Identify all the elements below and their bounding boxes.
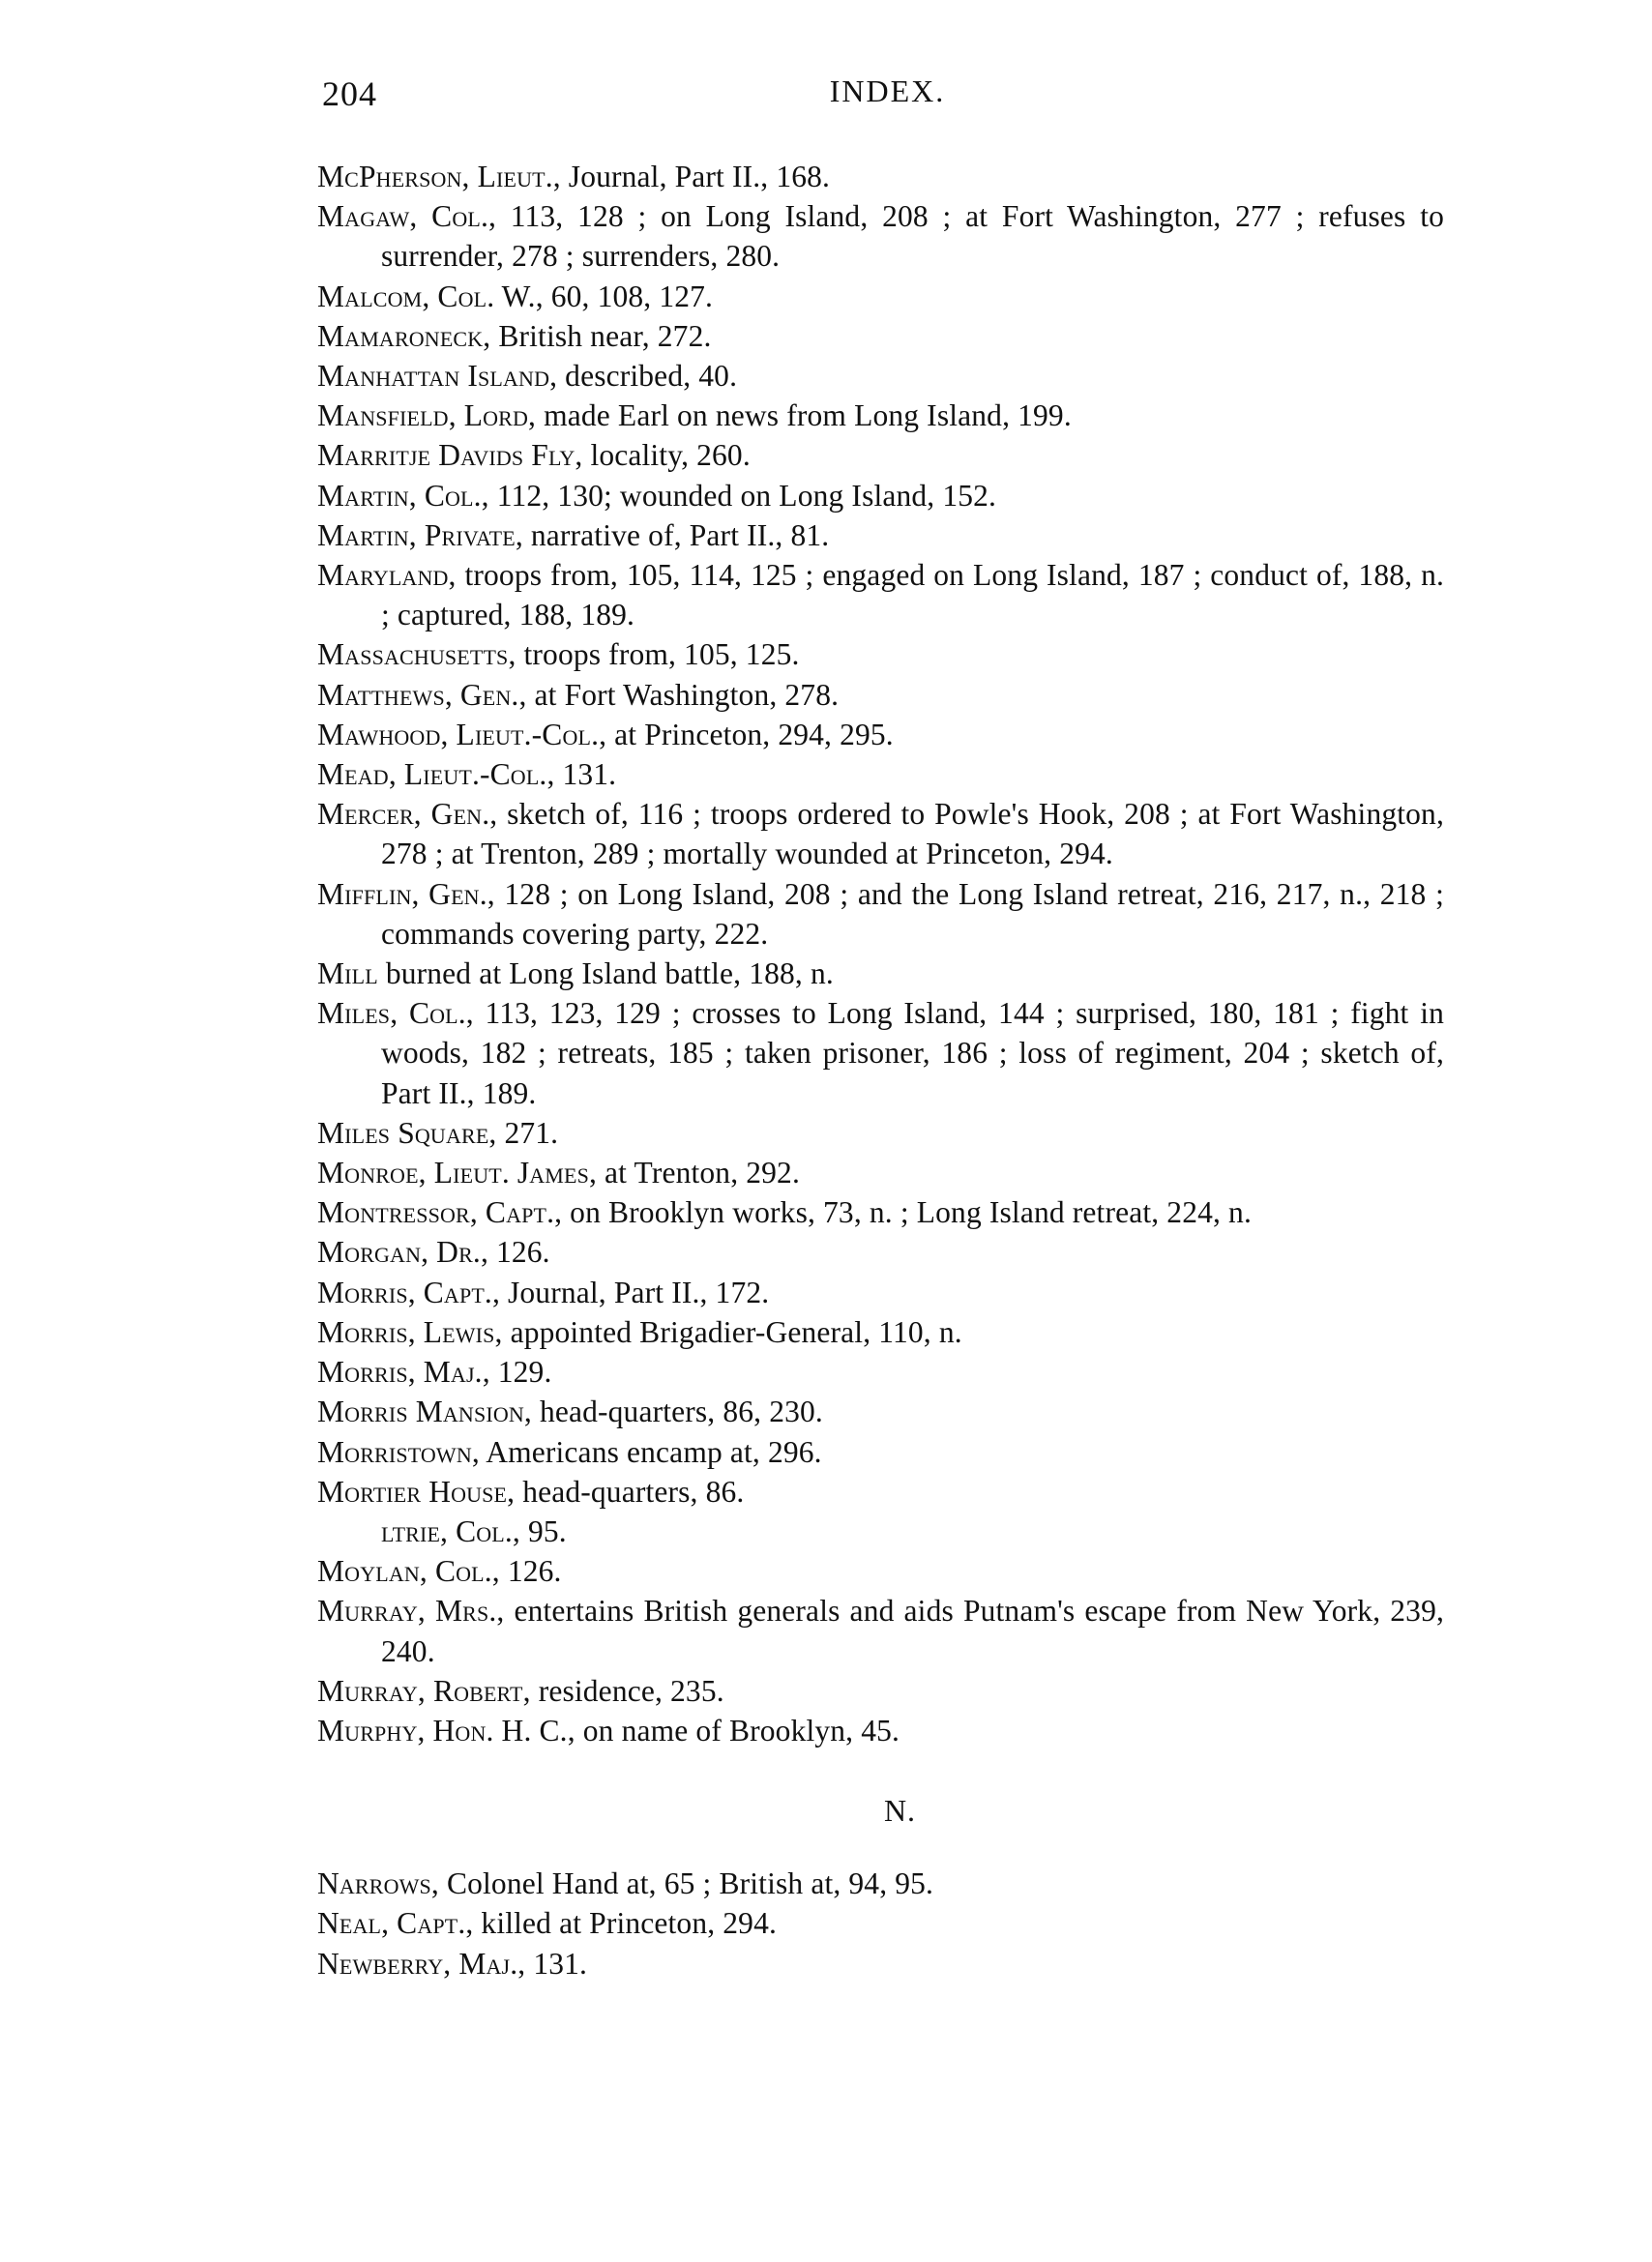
index-entry xyxy=(317,396,1444,435)
index-entry xyxy=(317,715,1444,754)
index-entry xyxy=(317,157,1444,196)
entry-name: Magaw, Col. xyxy=(317,199,488,234)
index-entry xyxy=(317,874,1444,954)
index-entry xyxy=(317,794,1444,873)
entry-text: , made Earl on news from Long Island, 199. xyxy=(528,398,1072,433)
entry-name: Morris, Maj. xyxy=(317,1355,483,1390)
entry-name: Morristown xyxy=(317,1434,472,1469)
index-section-n xyxy=(317,1864,1444,1983)
index-entry xyxy=(317,754,1444,794)
entry-text: , appointed Brigadier-General, 110, n. xyxy=(494,1314,962,1349)
entry-text: , troops from, 105, 114, 125 ; engaged on Long Island, 187 ; conduct of, 188, n. ; captured, 188, 189. xyxy=(381,558,1444,632)
index-entry xyxy=(317,1512,1444,1551)
entry-name: Montressor, Capt. xyxy=(317,1195,555,1230)
index-entry xyxy=(317,1864,1444,1903)
entry-name: Martin, Col. xyxy=(317,478,482,513)
entry-text: , 126. xyxy=(480,1235,550,1270)
index-entry xyxy=(317,476,1444,515)
entry-name: Newberry, Maj. xyxy=(317,1946,518,1981)
index-entry xyxy=(317,1192,1444,1232)
entry-text: , British near, 272. xyxy=(483,318,712,353)
index-entry xyxy=(317,1472,1444,1512)
page-number: 204 xyxy=(322,74,377,113)
entry-text: , 113, 128 ; on Long Island, 208 ; at Fort Washington, 277 ; refuses to surrender, 278 ; surrenders, 280. xyxy=(381,199,1444,274)
entry-name: Morgan, Dr. xyxy=(317,1235,481,1270)
index-section-m xyxy=(317,157,1444,1750)
index-entry xyxy=(317,1944,1444,1983)
entry-text: , troops from, 105, 125. xyxy=(508,637,800,672)
entry-text: , head-quarters, 86, 230. xyxy=(523,1395,823,1429)
entry-text: , Journal, Part II., 168. xyxy=(552,160,831,193)
index-entry xyxy=(317,1671,1444,1711)
index-entry xyxy=(317,1551,1444,1591)
index-entry xyxy=(317,954,1444,993)
entry-text: , described, 40. xyxy=(549,359,738,394)
entry-name: Morris, Lewis xyxy=(317,1314,495,1349)
entry-text: , 113, 123, 129 ; crosses to Long Island, 144 ; surprised, 180, 181 ; fight in woods, 182 ; retreats, 185 ; taken prisoner, 186 ; loss of regiment, 204 ; sketch of, Part II., 189. xyxy=(381,996,1444,1110)
entry-text: , 126. xyxy=(491,1554,562,1589)
entry-name: Morris Mansion xyxy=(317,1395,524,1429)
entry-name: Mifflin, Gen. xyxy=(317,876,487,911)
entry-name: Neal, Capt. xyxy=(317,1906,466,1941)
entry-name: Murphy, Hon. H. C. xyxy=(317,1713,568,1748)
entry-text: , sketch of, 116 ; troops ordered to Powle's Hook, 208 ; at Fort Washington, 278 ; at Trenton, 289 ; mortally wounded at Princeton, 294. xyxy=(381,797,1444,871)
entry-text: , at Princeton, 294, 295. xyxy=(599,717,894,751)
entry-name: Matthews, Gen. xyxy=(317,677,519,712)
index-entry xyxy=(317,675,1444,715)
entry-name: Mamaroneck xyxy=(317,318,484,353)
index-entry xyxy=(317,1392,1444,1431)
index-entry xyxy=(317,1273,1444,1312)
entry-text: , 129. xyxy=(482,1355,552,1390)
entry-name: McPherson, Lieut. xyxy=(317,160,553,193)
index-entry xyxy=(317,1903,1444,1943)
index-entry xyxy=(317,1232,1444,1272)
index-entry xyxy=(317,1432,1444,1472)
entry-text: , 112, 130; wounded on Long Island, 152. xyxy=(481,478,997,513)
entry-name: Manhattan Island xyxy=(317,359,550,394)
entry-name: Moylan, Col. xyxy=(317,1554,492,1589)
entry-text: burned at Long Island battle, 188, n. xyxy=(377,956,834,991)
entry-text: , residence, 235. xyxy=(522,1673,724,1708)
entry-text: , killed at Princeton, 294. xyxy=(465,1906,777,1941)
entry-name: Narrows xyxy=(317,1866,431,1901)
index-content xyxy=(317,157,1444,1983)
entry-name: Murray, Mrs. xyxy=(317,1594,497,1629)
entry-text: , locality, 260. xyxy=(575,438,751,473)
index-entry xyxy=(317,1312,1444,1352)
entry-name: Martin, Private xyxy=(317,517,516,552)
entry-name: Mansfield, Lord xyxy=(317,398,529,433)
index-entry xyxy=(317,1113,1444,1153)
index-entry xyxy=(317,316,1444,356)
entry-text: , 131. xyxy=(546,757,617,792)
entry-name: Mead, Lieut.-Col. xyxy=(317,757,547,792)
entry-name: Malcom, Col. W. xyxy=(317,279,536,313)
entry-text: , 128 ; on Long Island, 208 ; and the Long Island retreat, 216, 217, n., 218 ; commands covering party, 222. xyxy=(381,876,1445,951)
index-entry xyxy=(317,634,1444,674)
section-heading-n: N. xyxy=(883,1793,917,1829)
entry-name: Mawhood, Lieut.-Col. xyxy=(317,717,600,751)
index-entry xyxy=(317,1711,1444,1750)
index-entry xyxy=(317,1591,1444,1670)
entry-text: , 60, 108, 127. xyxy=(535,279,714,313)
index-entry xyxy=(317,277,1444,316)
index-entry xyxy=(317,555,1444,634)
index-entry xyxy=(317,1153,1444,1192)
entry-text: , at Fort Washington, 278. xyxy=(518,677,840,712)
entry-name: Maryland xyxy=(317,558,449,593)
entry-text: , on Brooklyn works, 73, n. ; Long Island retreat, 224, n. xyxy=(554,1195,1252,1230)
entry-text: , on name of Brooklyn, 45. xyxy=(567,1713,900,1748)
entry-text: , head-quarters, 86. xyxy=(507,1474,745,1509)
entry-text: , entertains British generals and aids Putnam's escape from New York, 239, 240. xyxy=(381,1594,1444,1668)
entry-name: Miles, Col. xyxy=(317,996,466,1031)
index-entry xyxy=(317,993,1444,1113)
entry-text: , 271. xyxy=(488,1115,559,1150)
entry-name: Mercer, Gen. xyxy=(317,797,490,832)
entry-name: Massachusetts xyxy=(317,637,509,672)
index-entry xyxy=(317,435,1444,475)
entry-text: , Journal, Part II., 172. xyxy=(491,1275,770,1309)
entry-name: Monroe, Lieut. James xyxy=(317,1156,589,1190)
index-entry xyxy=(317,196,1444,276)
entry-name: ltrie, Col. xyxy=(381,1513,513,1548)
running-head: INDEX. xyxy=(829,73,946,108)
entry-text: , at Trenton, 292. xyxy=(589,1156,800,1190)
index-entry xyxy=(317,515,1444,555)
entry-text: , narrative of, Part II., 81. xyxy=(515,517,830,552)
entry-name: Mill xyxy=(317,956,378,991)
entry-name: Mortier House xyxy=(317,1474,508,1509)
entry-text: , Colonel Hand at, 65 ; British at, 94, 95. xyxy=(430,1866,934,1901)
entry-name: Murray, Robert xyxy=(317,1673,523,1708)
index-entry xyxy=(317,1352,1444,1392)
entry-name: Morris, Capt. xyxy=(317,1275,492,1309)
entry-text: , 131. xyxy=(517,1946,588,1981)
entry-name: Miles Square xyxy=(317,1115,489,1150)
entry-text: , 95. xyxy=(512,1513,567,1548)
entry-name: Marritje Davids Fly xyxy=(317,438,575,473)
index-entry xyxy=(317,356,1444,396)
entry-text: , Americans encamp at, 296. xyxy=(471,1434,822,1469)
